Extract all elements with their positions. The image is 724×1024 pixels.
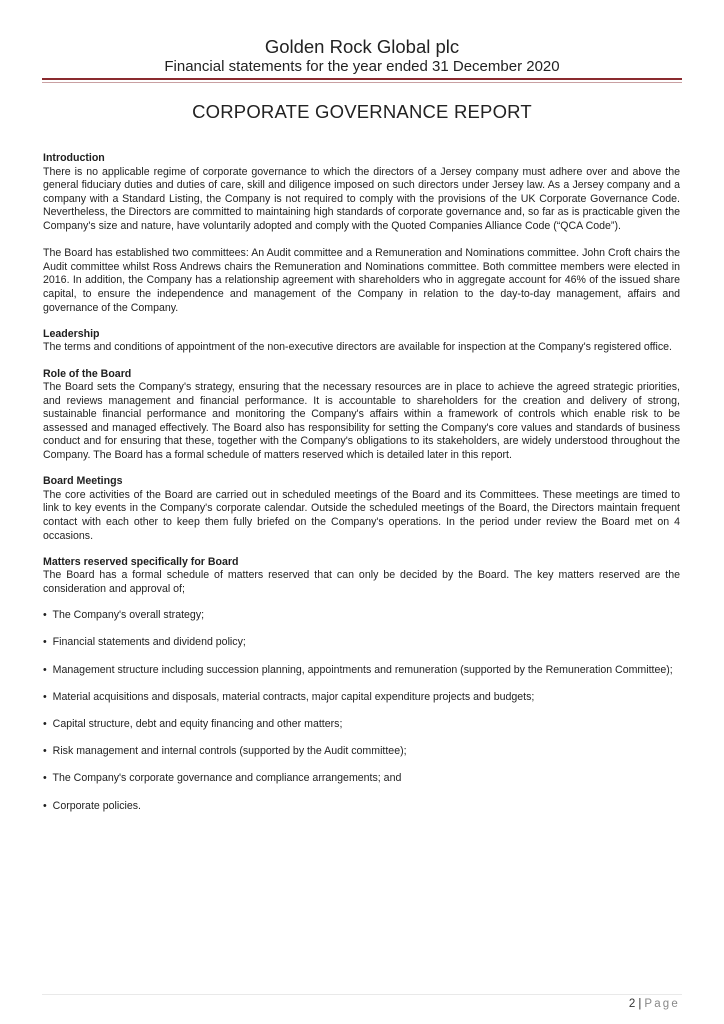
- header-rule: [42, 78, 682, 80]
- list-item-text: Management structure including succession planning, appointments and remuneration (supported by the Remuneration Committee);: [52, 663, 673, 676]
- list-item-text: Risk management and internal controls (supported by the Audit committee);: [52, 745, 407, 758]
- section-matters-reserved: [43, 556, 680, 597]
- bullet-icon: •: [43, 636, 47, 649]
- section-heading: Board Meetings: [43, 475, 123, 488]
- list-item: [43, 691, 680, 705]
- list-item: [43, 772, 680, 786]
- bullet-icon: •: [43, 717, 47, 730]
- list-item: [43, 664, 680, 678]
- paragraph: The Board has a formal schedule of matters reserved that can only be decided by the Board. The key matters reserved are the consideration and approval of;: [43, 569, 680, 595]
- list-item-text: Material acquisitions and disposals, material contracts, major capital expenditure projects and budgets;: [52, 690, 535, 703]
- section-role-of-board: [43, 368, 680, 463]
- paragraph: The Board sets the Company's strategy, ensuring that the necessary resources are in place to achieve the agreed strategic priorities, and reviews management and financial performance. It is accountable to shareholders for the creation and delivery of strong, sustainable financial performance and monitoring the Company's affairs within a framework of controls which enable risk to be assessed and managed effectively. The Board also has responsibility for setting the Company's core values and standards of business conduct and for ensuring that these, together with the Company's obligations to its stakeholders, are widely understood throughout the Company. The Board has a formal schedule of matters reserved which is detailed later in this report.: [43, 381, 680, 462]
- report-body: [43, 152, 680, 827]
- bullet-icon: •: [43, 690, 47, 703]
- list-item-text: Corporate policies.: [52, 799, 141, 812]
- section-heading: Role of the Board: [43, 367, 132, 380]
- statement-period: Financial statements for the year ended 31 December 2020: [164, 58, 560, 75]
- list-item: [43, 745, 680, 759]
- list-item: [43, 800, 680, 814]
- page-label: Page: [644, 998, 680, 1010]
- bullet-icon: •: [43, 609, 47, 622]
- list-item-text: Financial statements and dividend policy;: [52, 636, 246, 649]
- list-item: [43, 718, 680, 732]
- section-heading: Leadership: [43, 327, 100, 340]
- list-item-text: Capital structure, debt and equity financing and other matters;: [52, 717, 343, 730]
- company-name: Golden Rock Global plc: [264, 36, 460, 57]
- bullet-icon: •: [43, 799, 47, 812]
- bullet-icon: •: [43, 745, 47, 758]
- section-introduction: [43, 152, 680, 315]
- bullet-icon: •: [43, 663, 47, 676]
- page-title: CORPORATE GOVERNANCE REPORT: [192, 101, 532, 122]
- footer-rule: [42, 994, 682, 995]
- list-item-text: The Company's overall strategy;: [52, 609, 205, 622]
- bullet-icon: •: [43, 772, 47, 785]
- header-rule-secondary: [42, 82, 682, 83]
- section-board-meetings: [43, 475, 680, 543]
- list-item: [43, 636, 680, 650]
- page-footer: [629, 998, 680, 1010]
- paragraph: The core activities of the Board are carried out in scheduled meetings of the Board and its Committees. These meetings are timed to link to key events in the Company's corporate calendar. Outside the scheduled meetings of the Board, the Directors maintain frequent contact with each other to keep them fully briefed on the Company's operations. In the period under review the Board met on 4 occasions.: [43, 488, 680, 542]
- list-item-text: The Company's corporate governance and compliance arrangements; and: [52, 772, 402, 785]
- paragraph: The Board has established two committees: An Audit committee and a Remuneration and Nominations committee. John Croft chairs the Audit committee whilst Ross Andrews chairs the Remuneration and Nominations committee. Both committee members were elected in 2016. In addition, the Company has a relationship agreement with shareholders who in aggregate account for 46% of the issued share capital, to ensure the independence and management of the Company in relation to the day-to-day management, affairs and governance of the Company.: [43, 247, 680, 314]
- list-item: [43, 609, 680, 623]
- page-separator: |: [638, 998, 642, 1010]
- paragraph: The terms and conditions of appointment of the non-executive directors are available for inspection at the Company's registered office.: [43, 341, 672, 354]
- paragraph: There is no applicable regime of corporate governance to which the directors of a Jersey company must adhere over and above the general fiduciary duties and duties of care, skill and diligence imposed on such directors under Jersey law. As a Jersey company and a company with a Standard Listing, the Company is not required to comply with the provisions of the UK Corporate Governance Code. Nevertheless, the Directors are committed to maintaining high standards of corporate governance and, so far as is practicable given the Company's size and nature, have voluntarily adopted and comply with the Quoted Companies Alliance Code (“QCA Code”).: [43, 165, 680, 232]
- section-leadership: [43, 328, 680, 355]
- section-heading: Introduction: [43, 152, 105, 164]
- page-number: 2: [628, 998, 636, 1010]
- reserved-matters-list: [43, 609, 680, 813]
- section-heading: Matters reserved specifically for Board: [43, 555, 239, 568]
